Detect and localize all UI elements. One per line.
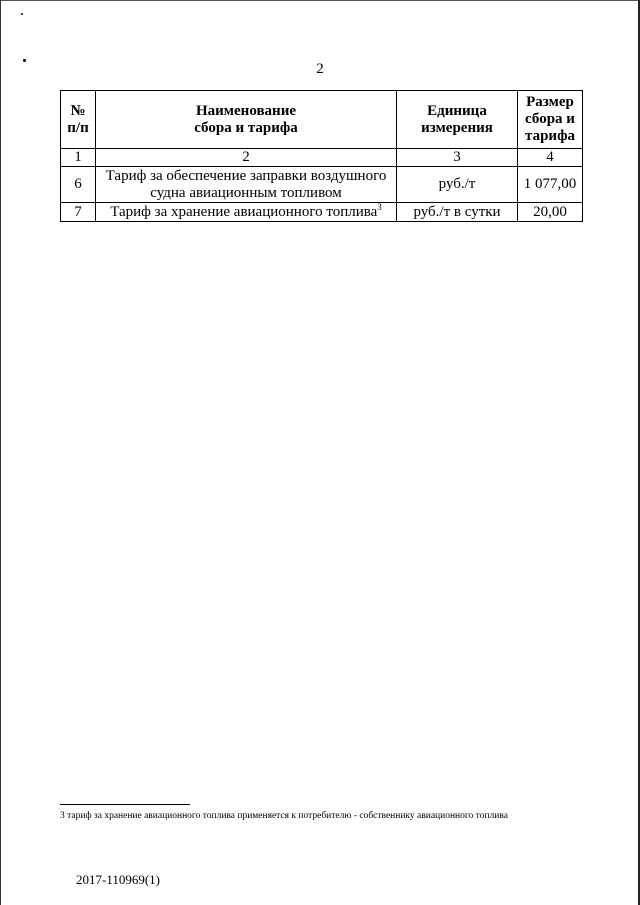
footnote-reference: 3 — [377, 201, 382, 212]
row-name-text: Тариф за хранение авиационного топлива — [110, 203, 378, 220]
row-unit-cell: руб./т — [397, 167, 518, 203]
scan-edge-top — [0, 0, 640, 1]
header-number-line1: № — [70, 102, 86, 119]
header-size-line2: сбора и — [525, 111, 575, 127]
header-size-line3: тарифа — [525, 128, 575, 144]
header-unit — [397, 91, 518, 149]
page-number: 2 — [316, 61, 324, 77]
header-name — [96, 91, 397, 149]
footnote — [60, 811, 620, 821]
footnote-separator — [60, 804, 190, 805]
row-unit-cell: руб./т в сутки — [397, 203, 518, 222]
header-unit-line1: Единица — [427, 102, 487, 119]
row-name-cell — [96, 203, 397, 222]
header-number-line2: п/п — [67, 119, 89, 136]
scan-edge-left — [0, 0, 1, 905]
header-name-line1: Наименование — [196, 102, 296, 119]
table-row — [61, 203, 583, 222]
header-size — [518, 91, 583, 149]
tariff-table — [60, 90, 583, 222]
column-number-row — [61, 149, 583, 167]
row-name-cell — [96, 167, 397, 203]
scan-speck — [21, 13, 23, 15]
header-unit-line2: измерения — [421, 119, 493, 136]
table-header-row — [61, 91, 583, 149]
column-number-cell: 4 — [518, 149, 583, 167]
row-name-line2: судна авиационным топливом — [150, 184, 342, 201]
column-number-cell: 1 — [61, 149, 96, 167]
row-number-cell: 7 — [61, 203, 96, 222]
header-number — [61, 91, 96, 149]
row-size-cell: 20,00 — [518, 203, 583, 222]
table-row — [61, 167, 583, 203]
column-number-cell: 3 — [397, 149, 518, 167]
document-id: 2017-110969(1) — [76, 872, 161, 887]
footnote-marker: 3 — [60, 811, 65, 821]
footnote-text: тариф за хранение авиационного топлива применяется к потребителю - собственнику авиационного топлива — [67, 811, 508, 821]
column-number-cell: 2 — [96, 149, 397, 167]
row-name-line1: Тариф за обеспечение заправки воздушного — [105, 167, 387, 184]
row-number-cell: 6 — [61, 167, 96, 203]
row-size-cell: 1 077,00 — [518, 167, 583, 203]
header-size-line1: Размер — [526, 94, 574, 110]
header-name-line2: сбора и тарифа — [194, 119, 298, 136]
